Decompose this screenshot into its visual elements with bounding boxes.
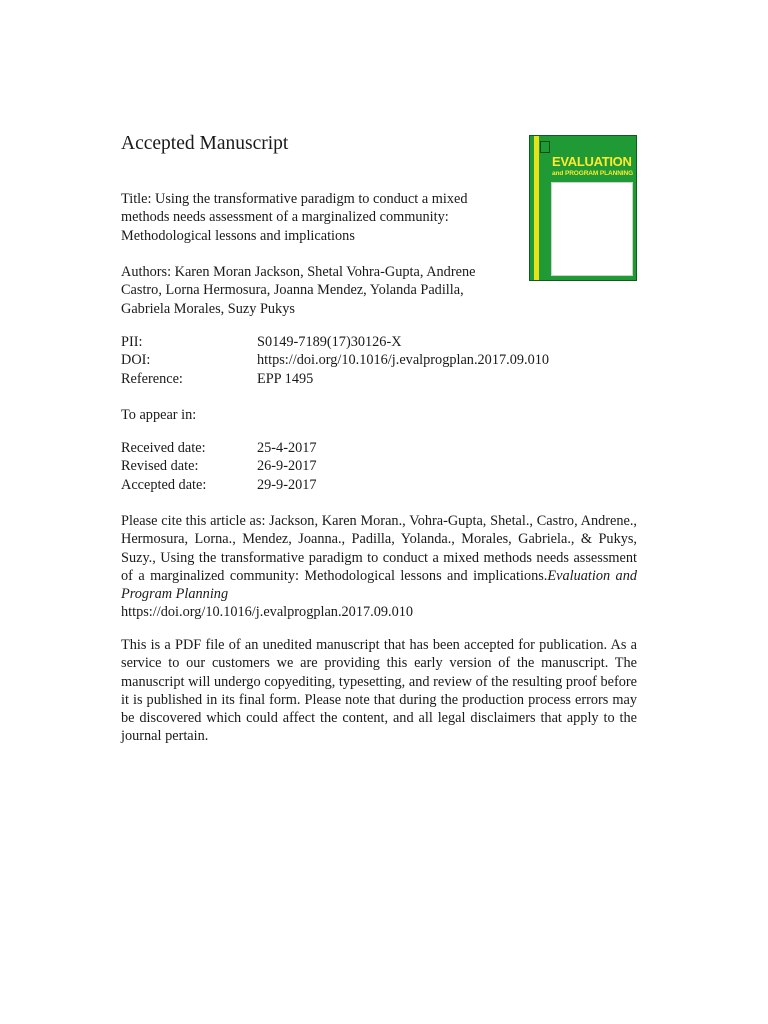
cover-artwork-panel <box>551 182 633 276</box>
citation-paragraph <box>121 512 637 622</box>
reference-label: Reference: <box>121 370 183 387</box>
reference-value: EPP 1495 <box>257 370 314 387</box>
article-title: Title: Using the transformative paradigm to conduct a mixed methods needs assessment of a marginalized community: Methodological lessons and implications <box>121 191 468 244</box>
reference-row <box>121 370 549 388</box>
journal-cover-image <box>529 135 637 281</box>
pii-row <box>121 333 549 351</box>
article-identifiers <box>121 333 549 388</box>
doi-row <box>121 351 549 369</box>
to-appear-label: To appear in: <box>121 407 197 423</box>
doi-label: DOI: <box>121 352 151 369</box>
citation-journal: Evaluation and Program Planning <box>121 567 637 603</box>
received-date-row <box>121 439 317 457</box>
article-authors: Authors: Karen Moran Jackson, Shetal Vohra-Gupta, Andrene Castro, Lorna Hermosura, Joanna Mendez, Yolanda Padilla, Gabriela Morales, Suzy Pukys <box>121 264 476 317</box>
accepted-date-label: Accepted date: <box>121 476 207 493</box>
received-date-value: 25-4-2017 <box>257 440 317 456</box>
manuscript-notice: This is a PDF file of an unedited manuscript that has been accepted for publication. As a service to our customers we are providing this early version of the manuscript. The manuscript will undergo copyediting, typesetting, and review of the resulting proof before it is published in its final form. Please note that during the production process errors may be discovered which could affect the content, and all legal disclaimers that apply to the journal pertain. <box>121 637 637 745</box>
received-date-label: Received date: <box>121 440 206 456</box>
revised-date-row <box>121 457 317 475</box>
pii-label: PII: <box>121 334 143 350</box>
doi-value[interactable]: https://doi.org/10.1016/j.evalprogplan.2017.09.010 <box>257 352 550 369</box>
revised-date-label: Revised date: <box>121 458 199 475</box>
publisher-logo-icon <box>540 141 550 153</box>
cover-journal-title: EVALUATION <box>552 154 632 169</box>
citation-doi[interactable]: https://doi.org/10.1016/j.evalprogplan.2017.09.010 <box>121 604 414 621</box>
cover-stripe <box>534 136 539 280</box>
pii-value: S0149-7189(17)30126-X <box>257 334 402 350</box>
cover-journal-subtitle: and PROGRAM PLANNING <box>552 170 634 177</box>
accepted-date-row <box>121 476 317 494</box>
page-heading: Accepted Manuscript <box>121 133 289 154</box>
revised-date-value: 26-9-2017 <box>257 458 317 475</box>
accepted-date-value: 29-9-2017 <box>257 476 317 493</box>
article-dates <box>121 439 317 494</box>
citation-text: Please cite this article as: Jackson, Karen Moran., Vohra-Gupta, Shetal., Castro, Andrene., Hermosura, Lorna., Mendez, Joanna., Padilla, Yolanda., Morales, Gabriela., & Pukys, Suzy., Using the transformative paradigm to conduct a mixed methods needs assessment of a marginalized community: Methodological lessons and implications. <box>121 513 637 584</box>
